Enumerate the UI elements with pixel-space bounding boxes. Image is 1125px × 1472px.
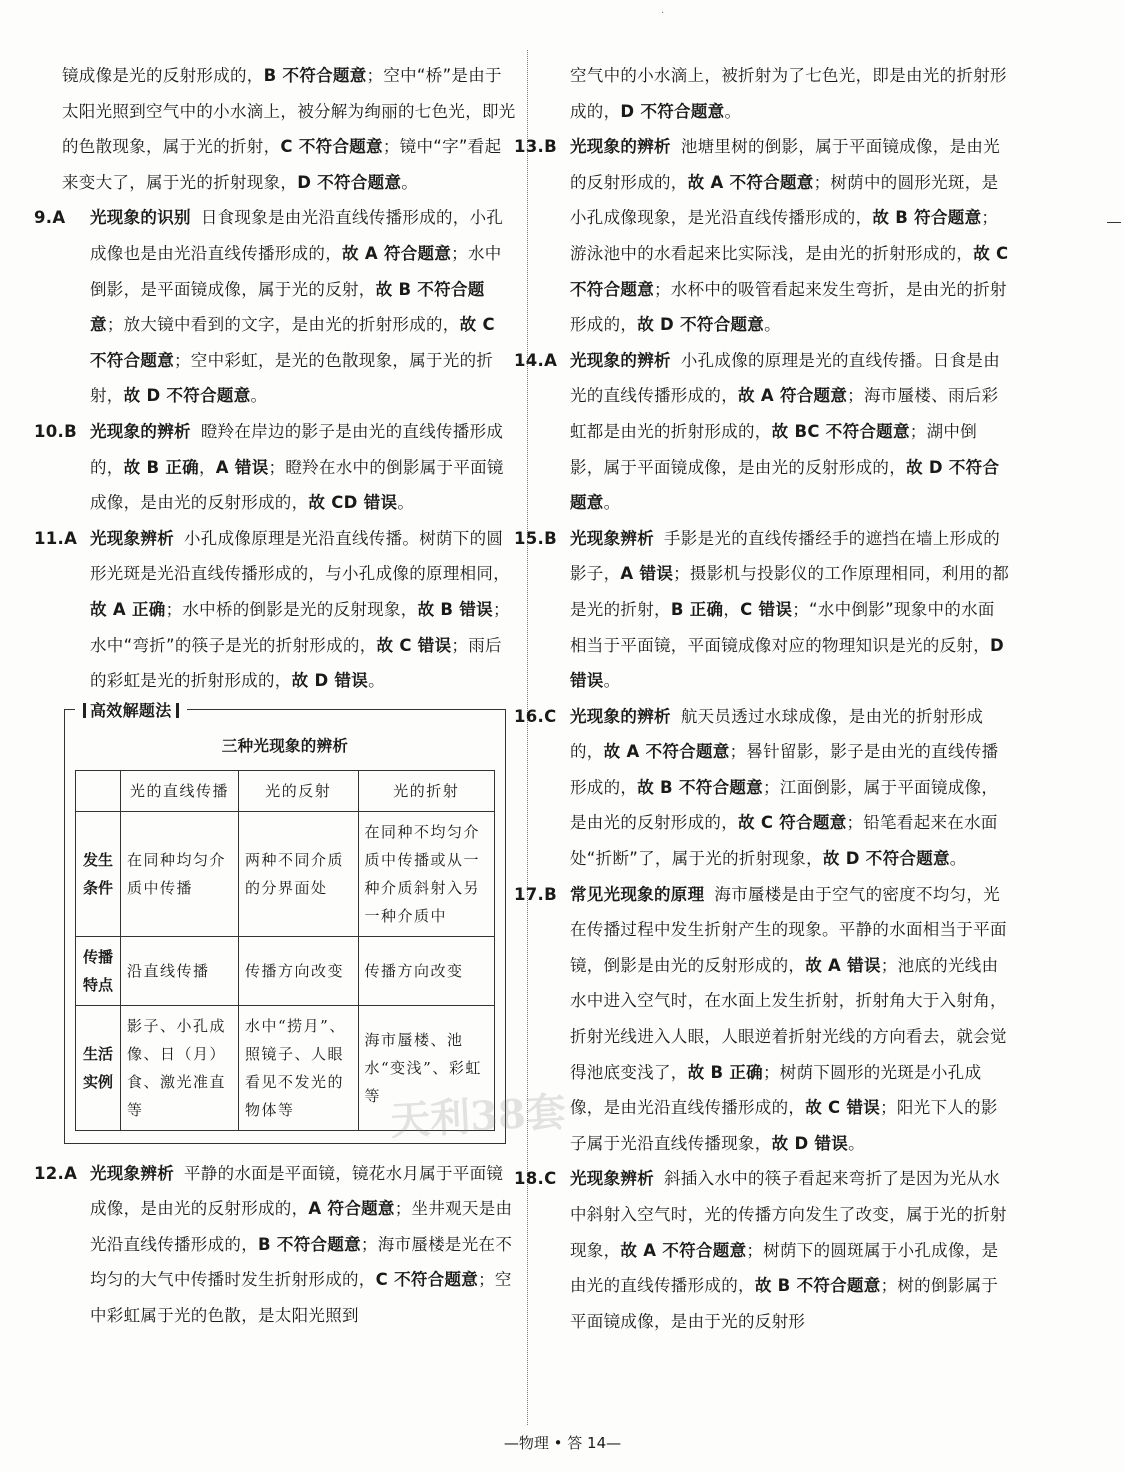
- answer-text: ；水中桥的倒影是光的反射现象，: [165, 599, 418, 619]
- answer-verdict: 故 D 错误: [291, 671, 369, 691]
- answer-10: [34, 414, 517, 521]
- answer-16: [514, 699, 1010, 877]
- section-label: 光现象的辨析: [570, 137, 671, 157]
- section-label: 光现象辨析: [570, 528, 654, 548]
- continuation-paragraph: [62, 58, 517, 200]
- answer-verdict: C 不符合题意: [280, 137, 383, 157]
- answer-text: 小孔成像的原理是光的直线传播。日食是由光的直线传播形成的，: [570, 350, 1001, 406]
- answer-text: 池塘里树的倒影，属于平面镜成像，是由光的反射形成的，: [570, 137, 1001, 192]
- answer-9: [34, 200, 517, 414]
- answer-text: ；游泳池中的水看起来比实际浅，是由光的折射形成的，: [570, 208, 999, 263]
- section-label: 光现象的辨析: [570, 350, 671, 370]
- table-cell: 在同种均匀介质中传播: [121, 811, 239, 936]
- answer-text: ；池底的光线由水中进入空气时，在水面上发生折射，折射角大于入射角，折射光线进入人眼，人眼逆着折射光线的方向看去，就会觉得池底变浅了，: [570, 955, 1007, 1082]
- table-row: [76, 811, 495, 936]
- answer-verdict: 故 B 符合题意: [872, 208, 982, 228]
- question-number: 10.B: [34, 421, 78, 441]
- answer-text: ；海市蜃楼是光在不均匀的大气中传播时发生折射形成的，: [90, 1234, 513, 1290]
- question-number: 9.A: [34, 208, 66, 228]
- answer-verdict: 故 A 不符合题意: [687, 172, 814, 192]
- answer-verdict: 故 D 不符合题意: [637, 315, 765, 335]
- answer-verdict: 故 A 符合题意: [342, 243, 452, 263]
- edge-mark: [1107, 222, 1121, 223]
- answer-text: ；镜中“字”看起来变大了，属于光的折射现象，: [62, 137, 502, 192]
- answer-verdict: 故 A 错误: [805, 955, 881, 975]
- section-label: 光现象的辨析: [90, 421, 191, 441]
- answer-text: ；树荫下的圆斑属于小孔成像，是由光的直线传播形成的，: [570, 1240, 999, 1296]
- table-header: 光的折射: [358, 770, 495, 811]
- answer-text: 日食现象是由光沿直线传播形成的，小孔成像也是由光沿直线传播形成的，: [90, 208, 504, 263]
- answer-text: 。: [848, 1133, 865, 1153]
- table-header: 光的直线传播: [121, 770, 239, 811]
- answer-text: 航天员透过水球成像，是由光的折射形成的，: [570, 706, 984, 762]
- answer-text: ，: [723, 599, 741, 619]
- continuation-paragraph: [542, 58, 1010, 129]
- answer-verdict: 故 A 正确: [90, 599, 166, 619]
- question-number: 12.A: [34, 1163, 78, 1183]
- method-box-tag: 高效解题法: [75, 698, 187, 721]
- answer-verdict: 故 B 错误: [417, 599, 493, 619]
- answer-verdict: B 正确: [670, 599, 724, 619]
- column-divider: [527, 50, 528, 1425]
- answer-text: ；江面倒影，属于平面镜成像，是由光的反射形成的，: [570, 777, 999, 833]
- answer-text: ；“水中倒影”现象中的水面相当于平面镜，平面镜成像对应的物理知识是光的反射，: [570, 599, 995, 655]
- table-cell: 在同种不均匀介质中传播或从一种介质斜射入另一种介质中: [358, 811, 495, 936]
- table-cell: 沿直线传播: [121, 936, 239, 1005]
- answer-text: ；空中“桥”是由于太阳光照到空气中的小水滴上，被分解为绚丽的七色光，即光的色散现象，属于光的折射，: [62, 66, 516, 157]
- table-row: [76, 936, 495, 1005]
- answer-verdict: 故 C 不符合题意: [570, 243, 1009, 299]
- answer-text: 空气中的小水滴上，被折射为了七色光，即是由光的折射形成的，: [570, 66, 1007, 121]
- answer-13: [514, 129, 1010, 343]
- answer-text: ，: [198, 457, 216, 477]
- answer-text: 。: [764, 315, 781, 335]
- answer-text: ；水中“弯折”的筷子是光的折射形成的，: [90, 599, 510, 655]
- answer-verdict: 故 C 错误: [376, 635, 452, 655]
- answer-verdict: D 错误: [570, 635, 1004, 691]
- answer-text: 平静的水面是平面镜，镜花水月属于平面镜成像，是由光的反射形成的，: [90, 1163, 504, 1219]
- answer-verdict: A 错误: [620, 564, 674, 584]
- table-cell: 传播方向改变: [358, 936, 495, 1005]
- table-cell: 传播方向改变: [238, 936, 358, 1005]
- answer-text: 。: [401, 172, 419, 192]
- question-number: 15.B: [514, 528, 558, 548]
- answer-verdict: 故 D 错误: [771, 1133, 849, 1153]
- section-label: 光现象辨析: [90, 1163, 174, 1183]
- answer-verdict: 故 D 不符合题意: [822, 849, 950, 869]
- row-label: 发生条件: [76, 811, 121, 936]
- answer-text: 小孔成像原理是光沿直线传播。树荫下的圆形光斑是光沿直线传播形成的，与小孔成像的原理相同，: [90, 528, 510, 584]
- question-number: 11.A: [34, 528, 78, 548]
- answer-text: ；水中倒影，是平面镜成像，属于光的反射，: [90, 243, 502, 299]
- answer-text: ；放大镜中看到的文字，是由光的折射形成的，: [106, 315, 460, 335]
- answer-15: [514, 521, 1010, 699]
- answer-text: ；阳光下人的影子属于光沿直线传播现象，: [570, 1098, 998, 1153]
- question-number: 13.B: [514, 137, 558, 157]
- table-cell: 两种不同介质的分界面处: [238, 811, 358, 936]
- answer-text: 镜成像是光的反射形成的，: [62, 66, 264, 85]
- answer-verdict: 故 A 符合题意: [738, 386, 848, 406]
- answer-verdict: 故 D 不符合题意: [570, 457, 1000, 513]
- table-cell: 水中“捞月”、照镜子、人眼看见不发光的物体等: [238, 1005, 358, 1130]
- page-mark: ·: [661, 8, 665, 19]
- answer-verdict: 故 CD 错误: [308, 493, 398, 513]
- answer-text: ；坐井观天是由光沿直线传播形成的，: [90, 1199, 513, 1254]
- answer-text: ；瞪羚在水中的倒影属于平面镜成像，是由光的反射形成的，: [90, 457, 504, 513]
- comparison-table: [75, 770, 495, 1131]
- answer-text: ；树荫中的圆形光斑，是小孔成像现象，是光沿直线传播形成的，: [570, 172, 999, 228]
- answer-text: 瞪羚在岸边的影子是由光的直线传播形成的，: [90, 421, 504, 477]
- answer-verdict: A 符合题意: [308, 1199, 395, 1219]
- method-box: [64, 700, 506, 1144]
- right-column: [514, 58, 1010, 1339]
- section-label: 光现象的识别: [90, 208, 191, 228]
- section-label: 光现象辨析: [90, 528, 174, 548]
- answer-text: 海市蜃楼是由于空气的密度不均匀，光在传播过程中发生折射产生的现象。平静的水面相当于平面镜，倒影是由光的反射形成的，: [570, 884, 1007, 975]
- answer-text: ；空中彩虹，是光的色散现象，属于光的折射，: [90, 350, 494, 406]
- answer-verdict: D 不符合题意: [620, 101, 725, 121]
- answer-text: 。: [250, 386, 268, 406]
- answer-text: ；空中彩虹属于光的色散，是太阳光照到: [90, 1270, 512, 1326]
- answer-text: ；海市蜃楼、雨后彩虹都是由光的折射形成的，: [570, 386, 999, 441]
- question-number: 18.C: [514, 1169, 557, 1189]
- answer-text: 。: [603, 493, 621, 513]
- answer-text: 。: [724, 101, 742, 121]
- answer-14: [514, 343, 1010, 521]
- section-label: 光现象辨析: [570, 1169, 654, 1189]
- answer-12: [34, 1156, 517, 1334]
- answer-text: ；雨后的彩虹是光的折射形成的，: [90, 635, 502, 691]
- table-cell: 海市蜃楼、池水“变浅”、彩虹等: [358, 1005, 495, 1130]
- answer-verdict: B 不符合题意: [258, 1234, 361, 1254]
- answer-verdict: 故 B 正确: [123, 457, 199, 477]
- answer-verdict: 故 D 不符合题意: [123, 386, 251, 406]
- answer-text: ；摄影机与投影仪的工作原理相同，利用的都是光的折射，: [570, 564, 1010, 619]
- answer-text: 斜插入水中的筷子看起来弯折了是因为光从水中斜射入空气时，光的传播方向发生了改变，属于光的折射现象，: [570, 1169, 1007, 1260]
- answer-verdict: 故 A 不符合题意: [620, 1240, 747, 1260]
- answer-verdict: 故 C 错误: [805, 1098, 881, 1118]
- answer-text: ；湖中倒影，属于平面镜成像，是由光的反射形成的，: [570, 421, 977, 477]
- answer-text: 。: [397, 493, 415, 513]
- table-cell: 影子、小孔成像、日（月）食、激光准直等: [121, 1005, 239, 1130]
- answer-verdict: C 错误: [740, 599, 793, 619]
- answer-verdict: 故 A 不符合题意: [603, 742, 730, 762]
- answer-text: ；树的倒影属于平面镜成像，是由于光的反射形: [570, 1276, 999, 1331]
- answer-verdict: 故 B 不符合题意: [754, 1276, 881, 1296]
- section-label: 常见光现象的原理: [570, 884, 705, 904]
- answer-text: ；铅笔看起来在水面处“折断”了，属于光的折射现象，: [570, 813, 998, 869]
- answer-17: [514, 877, 1010, 1162]
- answer-verdict: 故 C 符合题意: [738, 813, 847, 833]
- answer-text: 手影是光的直线传播经手的遮挡在墙上形成的影子，: [570, 528, 1000, 584]
- answer-verdict: 故 B 不符合题意: [90, 279, 485, 335]
- page-footer: —物理 • 答 14—: [503, 1434, 622, 1452]
- answer-verdict: 故 B 不符合题意: [637, 777, 763, 797]
- answer-11: [34, 521, 517, 699]
- answer-text: 。: [603, 671, 621, 691]
- table-header: 光的反射: [238, 770, 358, 811]
- method-box-title: 三种光现象的辨析: [221, 736, 349, 755]
- table-row: [76, 1005, 495, 1130]
- left-column: [34, 58, 517, 1334]
- answer-text: ；水杯中的吸管看起来发生弯折，是由光的折射形成的，: [570, 279, 1007, 335]
- section-label: 光现象的辨析: [570, 706, 671, 726]
- question-number: 16.C: [514, 706, 557, 726]
- watermark-logo: 天利38套: [389, 1088, 567, 1145]
- answer-18: [514, 1161, 1010, 1339]
- answer-verdict: A 错误: [215, 457, 269, 477]
- answer-text: ；晷针留影，影子是由光的直线传播形成的，: [570, 742, 999, 797]
- answer-verdict: 故 BC 不符合题意: [771, 421, 910, 441]
- question-number: 14.A: [514, 350, 558, 370]
- row-label: 传播特点: [76, 936, 121, 1005]
- answer-verdict: 故 B 正确: [687, 1062, 763, 1082]
- answer-verdict: D 不符合题意: [297, 172, 402, 192]
- answer-verdict: C 不符合题意: [375, 1270, 479, 1290]
- answer-text: ；树荫下圆形的光斑是小孔成像，是由光沿直线传播形成的，: [570, 1062, 982, 1118]
- question-number: 17.B: [514, 884, 558, 904]
- answer-verdict: 故 C 不符合题意: [90, 315, 495, 370]
- answer-verdict: B 不符合题意: [263, 66, 367, 85]
- answer-text: 。: [949, 849, 967, 869]
- row-label: 生活实例: [76, 1005, 121, 1130]
- answer-text: 。: [368, 671, 385, 691]
